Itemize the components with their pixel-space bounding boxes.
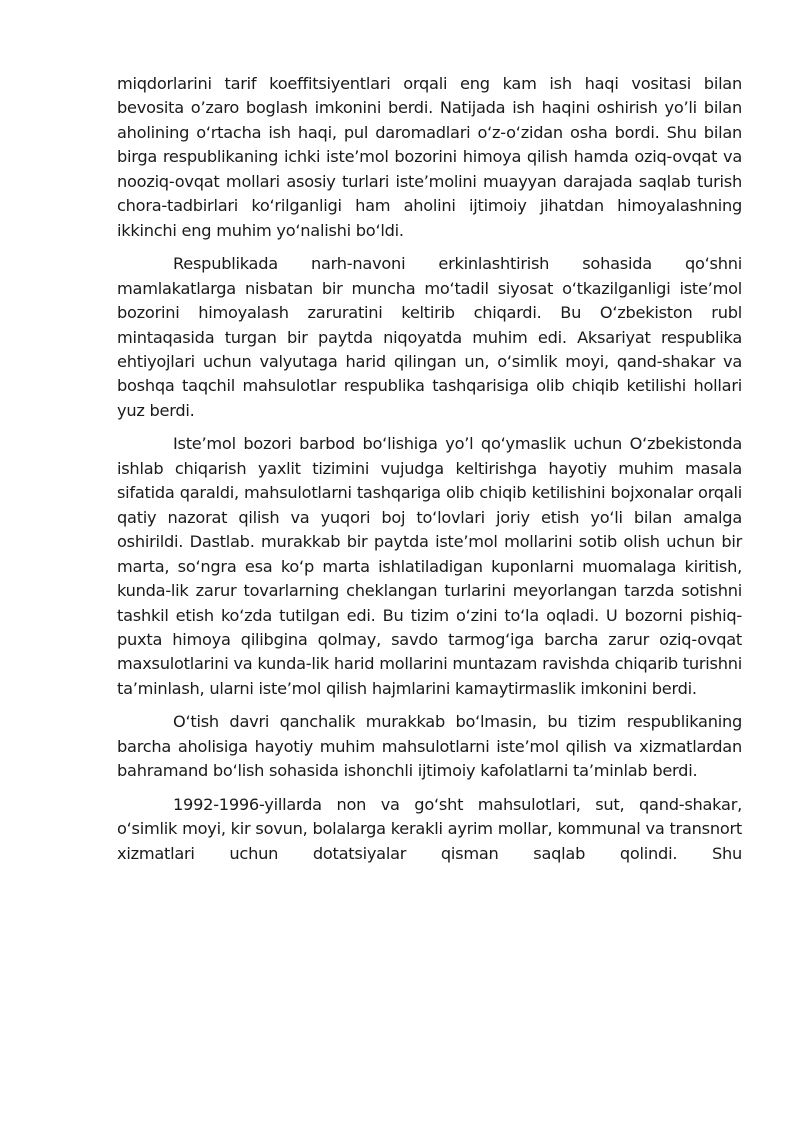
paragraph-3: Iste’mol bozori barbod bo‘lishiga yo’l qo‘ymaslik uchun O‘zbekistonda ishlab chiqarish yaxlit tizimini vujudga keltirishga hayotiy muhim masala sifatida qaraldi, mahsulotlarni tashqariga olib chiqib ketilishini bojxonalar orqali qatiy nazorat qilish va yuqori boj to‘lovlari joriy etish yo‘li bilan amalga oshirildi. Dastlab. murakkab bir paytda iste’mol mollarini sotib olish uchun bir marta, so‘ngra esa ko‘p marta ishlatiladigan kuponlarni muomalaga kiritish, kunda-lik zarur tovarlarning cheklangan turlarini meyorlangan tarzda sotishni tashkil etish ko‘zda tutilgan edi. Bu tizim o‘zini to‘la oqladi. U bozorni pishiq-puxta himoya qilibgina qolmay, savdo tarmog‘iga barcha zarur oziq-ovqat maxsulotlarini va kunda-lik harid mollarini muntazam ravishda chiqarib turishni ta’minlash, ularni iste’mol qilish hajmlarini kamaytirmaslik imkonini berdi. <box>117 434 742 698</box>
paragraph-1: miqdorlarini tarif koeffitsiyentlari orqali eng kam ish haqi vositasi bilan bevosita o’zaro boglash imkonini berdi. Natijada ish haqini oshirish yo’li bilan aholining o‘rtacha ish haqi, pul daromadlari o‘z-o‘zidan osha bordi. Shu bilan birga respublikaning ichki iste’mol bozorini himoya qilish hamda oziq-ovqat va nooziq-ovqat mollari asosiy turlari iste’molini muayyan darajada saqlab turish chora-tadbirlari ko‘rilganligi ham aholini ijtimoiy jihatdan himoyalashning ikkinchi eng muhim yo‘nalishi bo‘ldi. <box>117 74 742 240</box>
document-page <box>117 72 742 866</box>
paragraph-5: 1992-1996-yillarda non va go‘sht mahsulotlari, sut, qand-shakar, o‘simlik moyi, kir sovun, bolalarga kerakli ayrim mollar, kommunal va transnort xizmatlari uchun dotatsiyalar qisman saqlab qolindi. Shu <box>117 794 742 863</box>
paragraph-4: O‘tish davri qanchalik murakkab bo‘lmasin, bu tizim respublikaning barcha aholisiga hayotiy muhim mahsulotlarni iste’mol qilish va xizmatlardan bahramand bo‘lish sohasida ishonchli ijtimoiy kafolatlarni ta’minlab berdi. <box>117 712 742 781</box>
paragraph-2: Respublikada narh-navoni erkinlashtirish sohasida qo‘shni mamlakatlarga nisbatan bir muncha mo‘tadil siyosat o‘tkazilganligi iste’mol bozorini himoyalash zaruratini keltirib chiqardi. Bu O‘zbekiston rubl mintaqasida turgan bir paytda niqoyatda muhim edi. Aksariyat respublika ehtiyojlari uchun valyutaga harid qilingan un, o‘simlik moyi, qand-shakar va boshqa taqchil mahsulotlar respublika tashqarisiga olib chiqib ketilishi hollari yuz berdi. <box>117 254 742 420</box>
